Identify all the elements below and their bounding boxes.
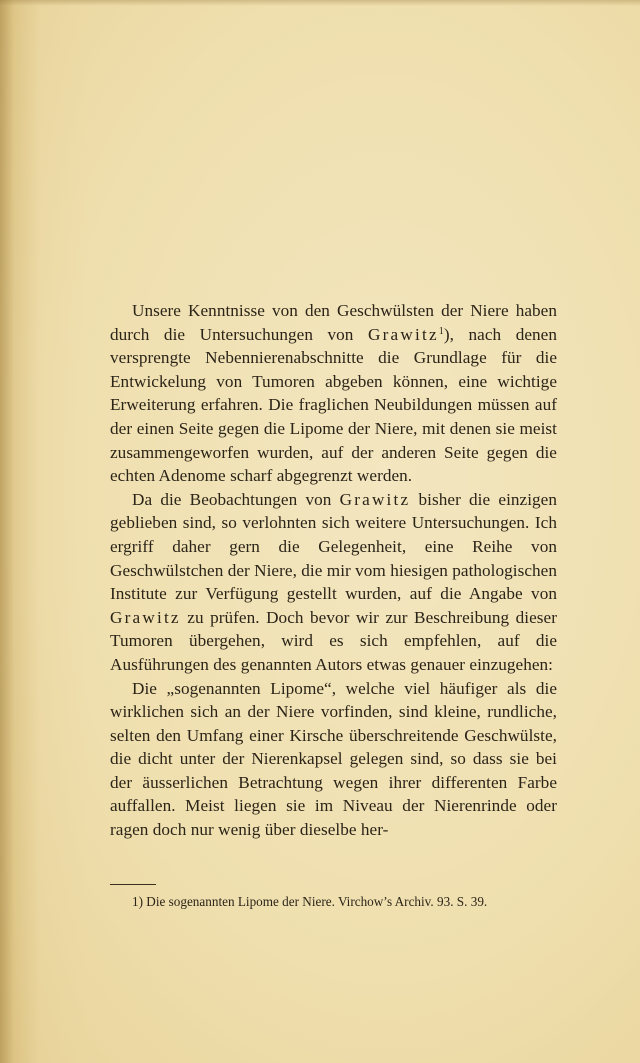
author-name-grawitz: Grawitz: [368, 324, 439, 344]
footnote-marker: 1): [132, 894, 143, 909]
body-text: [110, 299, 557, 842]
page-top-edge: [0, 0, 640, 6]
paragraph-3: [110, 677, 557, 842]
footnote-text: Die sogenannten Lipome der Niere. Virchow’s Archiv. 93. S. 39.: [143, 894, 488, 909]
author-name-grawitz: Grawitz: [339, 489, 411, 509]
author-name-grawitz: Grawitz: [110, 607, 181, 627]
paragraph-1: [110, 299, 557, 488]
footnote-reference: 1: [438, 325, 444, 337]
footnote: [110, 893, 557, 912]
text-run: ), nach denen versprengte Nebennierenabschnitte die Grundlage für die Entwickelung von Tumoren abgeben können, eine wichtige Erweiterung erfahren. Die fraglichen Neubildungen müssen auf der einen Seite gegen die Lipome der Niere, mit denen sie meist zusammengeworfen wurden, auf der anderen Seite gegen die echten Adenome scharf abgegrenzt werden.: [110, 324, 557, 486]
page-binding-edge: [0, 0, 14, 1063]
text-run: Unsere Kenntnisse von den Geschwülsten der Niere haben durch die Untersuchungen von: [110, 301, 557, 344]
footnote-paragraph: [110, 893, 557, 912]
text-run: bisher die einzigen geblieben sind, so verlohnten sich weitere Untersuchungen. Ich ergriff daher gern die Gelegenheit, eine Reihe von Geschwülstchen der Niere, die mir vom hiesigen pathologischen Institute zur Verfügung gestellt wurden, auf die Angabe von: [110, 489, 558, 604]
text-run: zu prüfen. Doch bevor wir zur Beschreibung dieser Tumoren übergehen, wird es sich empfehlen, auf die Ausführungen des genannten Autors etwas genauer einzugehen:: [110, 607, 557, 674]
paragraph-2: [110, 488, 557, 677]
text-run: Die „sogenannten Lipome“, welche viel häufiger als die wirklichen sich an der Niere vorfinden, sind kleine, rundliche, selten den Umfang einer Kirsche überschreitende Geschwülste, die dicht unter der Nierenkapsel gelegen sind, so dass sie bei der äusserlichen Betrachtung wegen ihrer differenten Farbe auffallen. Meist liegen sie im Niveau der Nierenrinde oder ragen doch nur wenig über dieselbe her-: [110, 678, 557, 840]
footnote-rule: [110, 884, 156, 885]
text-run: Da die Beobachtungen von: [132, 489, 340, 509]
